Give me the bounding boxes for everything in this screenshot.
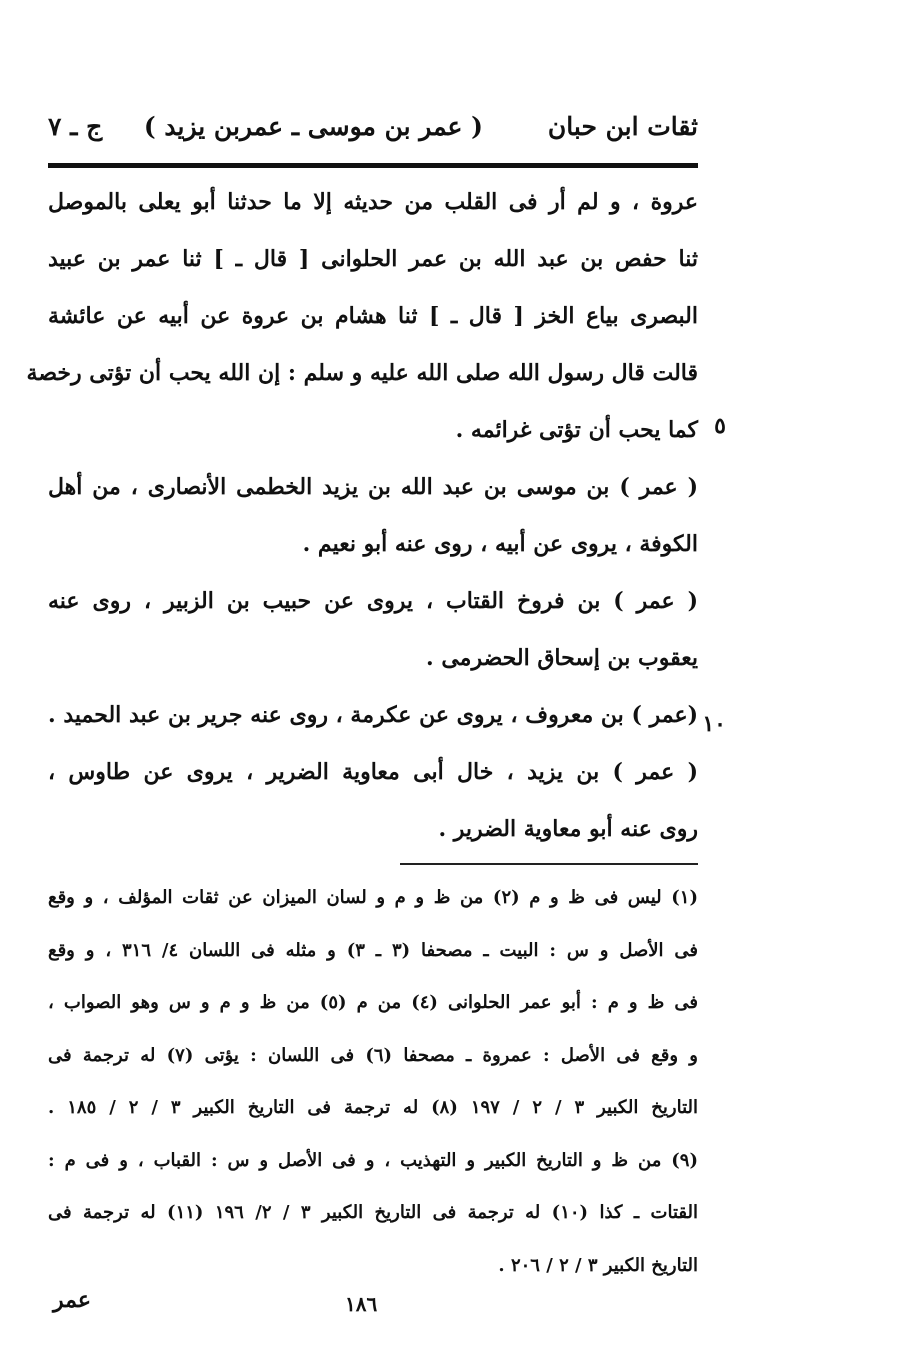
footnote-line: فى ظ و م : أبو عمر الحلوانى (٤) من م (٥) من ظ و م و س وهو الصواب ، <box>48 992 699 1013</box>
footnote-rule <box>400 863 698 865</box>
text-line: ثنا حفص بن عبد الله بن عمر الحلوانى [ قال ـ ] ثنا عمر بن عبيد <box>48 246 698 272</box>
footnote-line: و وقع فى الأصل : عمروة ـ مصحفا (٦) فى اللسان : يؤتى (٧) له ترجمة فى <box>48 1044 698 1066</box>
entry-line: ( عمر ) بن فروخ القتاب ، يروى عن حبيب بن الزبير ، روى عنه <box>48 588 698 614</box>
footnote-line: (١) ليس فى ظ و م (٢) من ظ و م و لسان الميزان عن ثقات المؤلف ، و وقع <box>48 887 698 908</box>
main-text <box>26 182 699 866</box>
entry-line: يعقوب بن إسحاق الحضرمى . <box>426 645 698 671</box>
running-header <box>48 112 698 156</box>
footnote-line: (٩) من ظ و التاريخ الكبير و التهذيب ، و فى الأصل و س : القباب ، و فى م : <box>48 1149 698 1171</box>
section-title: ( عمر بن موسى ـ عمربن يزيد ) <box>143 112 483 141</box>
entry-line: ( عمر ) بن يزيد ، خال أبى معاوية الضرير ، يروى عن طاوس ، <box>48 759 698 785</box>
text-line: كما يحب أن تؤتى غرائمه . <box>455 417 698 443</box>
header-rule <box>48 163 698 168</box>
footnotes <box>48 880 698 1300</box>
entry-line: (عمر ) بن معروف ، يروى عن عكرمة ، روى عنه جرير بن عبد الحميد . <box>48 702 698 728</box>
text-line: عروة ، و لم أر فى القلب من حديثه إلا ما حدثنا أبو يعلى بالموصل <box>48 189 698 215</box>
footnote-line: فى الأصل و س : البيت ـ مصحفا (٣ ـ ٣) و مثله فى اللسان ٤/ ٣١٦ ، و وقع <box>48 939 698 961</box>
footnote-line: القتات ـ كذا (١٠) له ترجمة فى التاريخ الكبير ٣ / ٢/ ١٩٦ (١١) له ترجمة فى <box>48 1202 698 1223</box>
book-title: ثقات ابن حبان <box>547 112 698 141</box>
entry-line: ( عمر ) بن موسى بن عبد الله بن يزيد الخطمى الأنصارى ، من أهل <box>48 474 699 500</box>
line-marker-5: ٥ <box>714 413 726 439</box>
text-line: قالت قال رسول الله صلى الله عليه و سلم : إن الله يحب أن تؤتى رخصة <box>26 360 698 386</box>
page-number: ١٨٦ <box>345 1292 378 1316</box>
catchword: عمر <box>53 1287 91 1313</box>
text-line: البصرى بياع الخز [ قال ـ ] ثنا هشام بن عروة عن أبيه عن عائشة <box>48 303 698 329</box>
entry-line: الكوفة ، يروى عن أبيه ، روى عنه أبو نعيم . <box>302 531 698 557</box>
footnote-line: التاريخ الكبير ٣ / ٢ / ١٩٧ (٨) له ترجمة فى التاريخ الكبير ٣ / ٢ / ١٨٥ . <box>48 1097 699 1118</box>
volume-number: ج ـ ٧ <box>48 112 103 141</box>
line-marker-10: ١٠ <box>702 711 726 737</box>
footnote-line: التاريخ الكبير ٣ / ٢ / ٢٠٦ . <box>498 1254 698 1276</box>
entry-line: روى عنه أبو معاوية الضرير . <box>438 816 698 842</box>
